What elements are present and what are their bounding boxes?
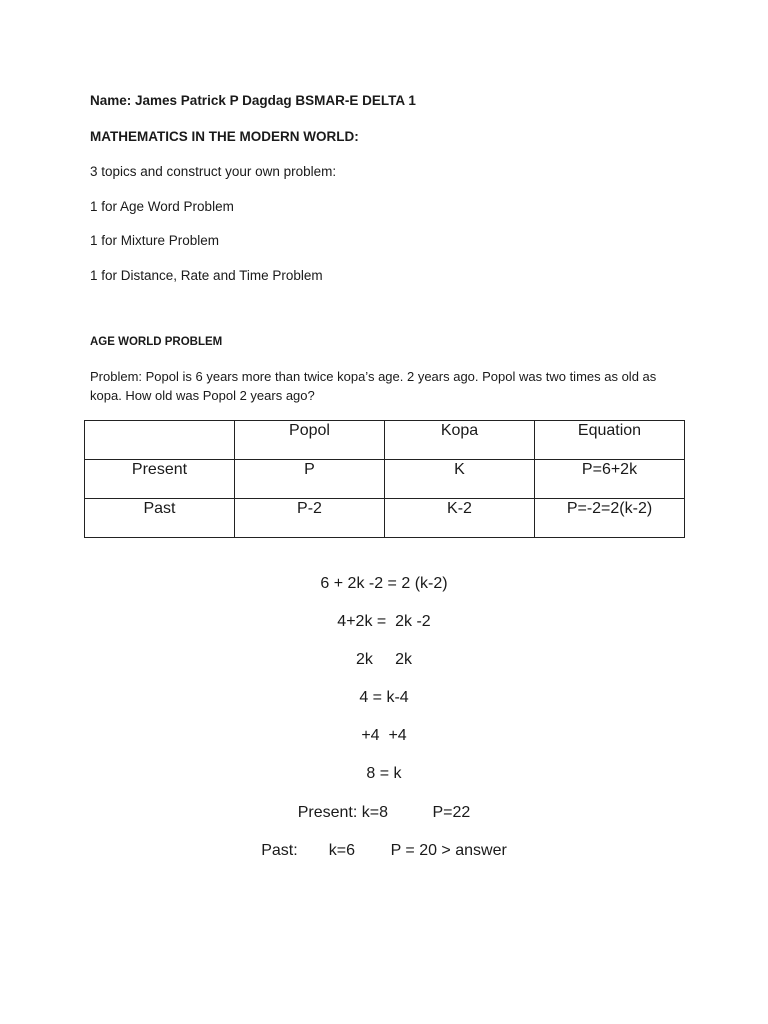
section-title: AGE WORLD PROBLEM [90,336,223,348]
table-header-cell [85,421,235,460]
solution-step: 4+2k = 2k -2 [337,613,431,630]
solution-step: 4 = k-4 [359,689,409,706]
instruction-line: 3 topics and construct your own problem: [90,164,337,179]
instruction-line: 1 for Distance, Rate and Time Problem [90,268,323,283]
problem-statement: Problem: Popol is 6 years more than twice kopa’s age. 2 years ago. Popol was two times as old as kopa. How old was Popol 2 years ago? [90,369,657,403]
table-cell: K [385,460,535,499]
name-line: Name: James Patrick P Dagdag BSMAR-E DELTA 1 [90,93,416,108]
course-title: MATHEMATICS IN THE MODERN WORLD: [90,129,359,144]
solution-step: 2k 2k [355,651,413,668]
table-cell: Present [85,460,235,499]
solution-step: 8 = k [366,765,402,782]
table-row [85,499,685,538]
table-cell: P=-2=2(k-2) [535,499,685,538]
table-header-cell: Equation [535,421,685,460]
solution-step: +4 +4 [361,727,407,744]
table-cell: P=6+2k [535,460,685,499]
age-table [84,420,685,538]
table-row [85,460,685,499]
table-cell: Past [85,499,235,538]
table-header-cell: Popol [235,421,385,460]
table-header-cell: Kopa [385,421,535,460]
table-cell: P-2 [235,499,385,538]
solution-result-present: Present: k=8 P=22 [297,804,471,821]
instruction-line: 1 for Mixture Problem [90,233,220,248]
table-cell: K-2 [385,499,535,538]
table-header-row [85,421,685,460]
solution-result-past: Past: k=6 P = 20 > answer [261,842,507,859]
table-cell: P [235,460,385,499]
solution-step: 6 + 2k -2 = 2 (k-2) [320,575,448,592]
instruction-line: 1 for Age Word Problem [90,199,234,214]
